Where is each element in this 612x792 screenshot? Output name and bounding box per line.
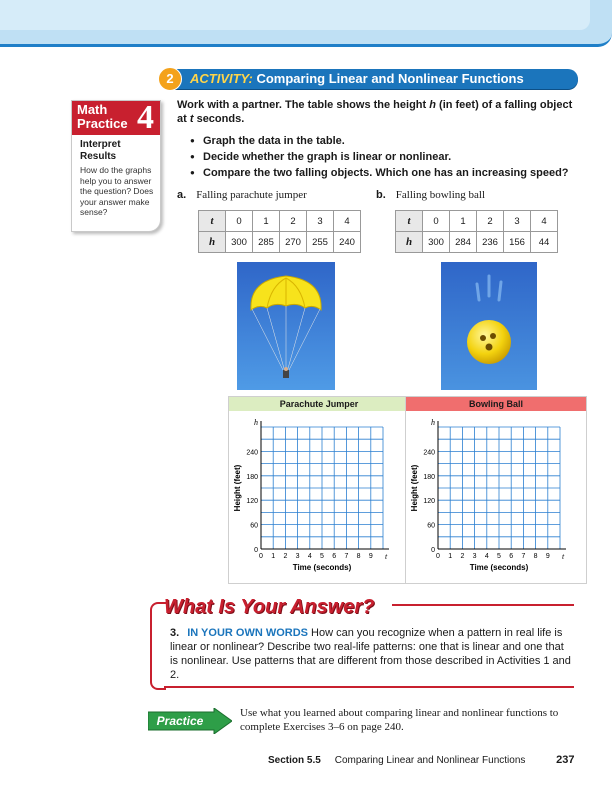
part-a-text: Falling parachute jumper (196, 189, 307, 201)
question-3 (170, 626, 572, 682)
graph-title: Parachute Jumper (229, 397, 409, 411)
y-tick-label: 0 (254, 547, 258, 554)
table-bowling (395, 210, 558, 253)
table-cell: 2 (477, 211, 504, 232)
wiya-bottom-rule (164, 686, 574, 688)
y-tick-label: 120 (246, 498, 258, 506)
graph-title: Bowling Ball (406, 397, 586, 411)
page-number: 237 (556, 754, 575, 766)
y-axis-label: Height (feet) (233, 464, 242, 512)
x-tick-label: 3 (472, 553, 477, 560)
y-tick-label: 240 (246, 449, 258, 457)
x-axis-var: t (385, 552, 388, 561)
table-cell: 255 (307, 232, 334, 253)
intro-var-h: h (429, 99, 436, 111)
y-axis-var: h (254, 418, 258, 427)
table-cell: 300 (423, 232, 450, 253)
math-practice-number: 4 (137, 99, 154, 136)
table-cell: 3 (504, 211, 531, 232)
part-a-letter: a. (177, 189, 187, 201)
y-tick-label: 60 (250, 522, 258, 530)
math-practice-subtitle: Interpret Results (80, 139, 121, 162)
x-tick-label: 3 (295, 553, 300, 560)
table-cell: 236 (477, 232, 504, 253)
what-is-your-answer-title: What Is Your Answer? (164, 596, 375, 618)
table-cell: 240 (334, 232, 361, 253)
y-axis-var: h (431, 418, 435, 427)
table-cell: 4 (531, 211, 558, 232)
x-tick-label: 5 (497, 553, 501, 560)
bowling-ball-photo (441, 262, 537, 390)
y-tick-label: 180 (423, 473, 435, 481)
x-tick-label: 0 (259, 553, 263, 560)
parachute-jumper-photo (237, 262, 335, 390)
activity-intro (177, 98, 577, 126)
math-practice-description: How do the graphs help you to answer the question? Does your answer make sense? (80, 165, 154, 217)
bowling-graph (405, 396, 587, 584)
table-row (199, 211, 361, 232)
table-row (199, 232, 361, 253)
question-number: 3. (170, 627, 180, 639)
x-axis-label: Time (seconds) (292, 563, 352, 572)
activity-header (160, 69, 578, 89)
question-lead: IN YOUR OWN WORDS (187, 627, 308, 639)
x-tick-label: 1 (271, 553, 276, 560)
intro-text-1: Work with a partner. The table shows the height (177, 99, 430, 111)
instruction-item: ● Compare the two falling objects. Which one has an increasing speed? (190, 165, 580, 181)
graph-grid (406, 411, 586, 583)
x-tick-label: 9 (545, 553, 550, 560)
instruction-item: ● Decide whether the graph is linear or nonlinear. (190, 149, 580, 165)
table-cell: 285 (253, 232, 280, 253)
math-practice-label: Math Practice (77, 102, 128, 131)
part-b-text: Falling bowling ball (395, 189, 486, 201)
x-tick-label: 8 (356, 553, 361, 560)
table-cell: 284 (450, 232, 477, 253)
activity-label: ACTIVITY: (190, 71, 253, 86)
practice-label: Practice (156, 714, 204, 728)
x-tick-label: 5 (320, 553, 324, 560)
x-axis-label: Time (seconds) (469, 563, 529, 572)
x-tick-label: 9 (368, 553, 373, 560)
x-tick-label: 6 (332, 553, 337, 560)
page-footer (268, 754, 575, 766)
x-axis-var: t (562, 552, 565, 561)
wiya-top-rule (392, 604, 574, 606)
table-cell: 0 (226, 211, 253, 232)
table-header-t: t (199, 211, 226, 232)
table-cell: 3 (307, 211, 334, 232)
x-tick-label: 1 (448, 553, 453, 560)
activity-title (190, 71, 524, 86)
table-cell: 44 (531, 232, 558, 253)
parachute-graph (228, 396, 410, 584)
table-cell: 1 (450, 211, 477, 232)
x-tick-label: 6 (509, 553, 514, 560)
table-row (396, 232, 558, 253)
y-tick-label: 0 (431, 547, 435, 554)
activity-title-text: Comparing Linear and Nonlinear Functions (256, 71, 524, 86)
x-tick-label: 7 (521, 553, 526, 560)
x-tick-label: 2 (460, 553, 465, 560)
y-tick-label: 60 (427, 522, 435, 530)
y-tick-label: 180 (246, 473, 258, 481)
part-b-letter: b. (376, 189, 386, 201)
y-axis-label: Height (feet) (410, 464, 419, 512)
math-practice-header (72, 101, 160, 135)
part-b-label (376, 189, 485, 201)
footer-section: Section 5.5 (268, 755, 321, 766)
x-tick-label: 4 (484, 553, 489, 560)
table-row (396, 211, 558, 232)
table-header-h: h (199, 232, 226, 253)
table-cell: 270 (280, 232, 307, 253)
top-band (0, 0, 612, 47)
instruction-item: ● Graph the data in the table. (190, 133, 580, 149)
y-tick-label: 120 (423, 498, 435, 506)
table-cell: 0 (423, 211, 450, 232)
table-parachute (198, 210, 361, 253)
math-practice-box (71, 100, 161, 232)
table-cell: 2 (280, 211, 307, 232)
table-header-h: h (396, 232, 423, 253)
x-tick-label: 7 (344, 553, 349, 560)
activity-number-badge: 2 (158, 67, 182, 91)
table-header-t: t (396, 211, 423, 232)
x-tick-label: 4 (307, 553, 312, 560)
intro-text-3: seconds. (193, 113, 245, 125)
table-cell: 4 (334, 211, 361, 232)
intro-var-t: t (189, 113, 194, 125)
instruction-list (190, 133, 580, 181)
intro-text-2: (in feet) of a falling object at (177, 99, 573, 125)
x-tick-label: 0 (436, 553, 440, 560)
x-tick-label: 2 (283, 553, 288, 560)
graph-grid (229, 411, 409, 583)
footer-title: Comparing Linear and Nonlinear Functions (334, 755, 526, 766)
question-text: How can you recognize when a pattern in real life is linear or nonlinear? Describe two real-life patterns: one that is linear and one that is nonlinear. Use patterns that are different from those described in Activities 1 and 2. (170, 627, 571, 681)
table-cell: 1 (253, 211, 280, 232)
part-a-label (177, 189, 307, 201)
table-cell: 156 (504, 232, 531, 253)
practice-arrow-icon (148, 708, 232, 734)
practice-text: Use what you learned about comparing linear and nonlinear functions to complete Exercises 3–6 on page 240. (240, 707, 559, 733)
table-cell: 300 (226, 232, 253, 253)
y-tick-label: 240 (423, 449, 435, 457)
x-tick-label: 8 (533, 553, 538, 560)
top-band-inner (0, 0, 590, 30)
